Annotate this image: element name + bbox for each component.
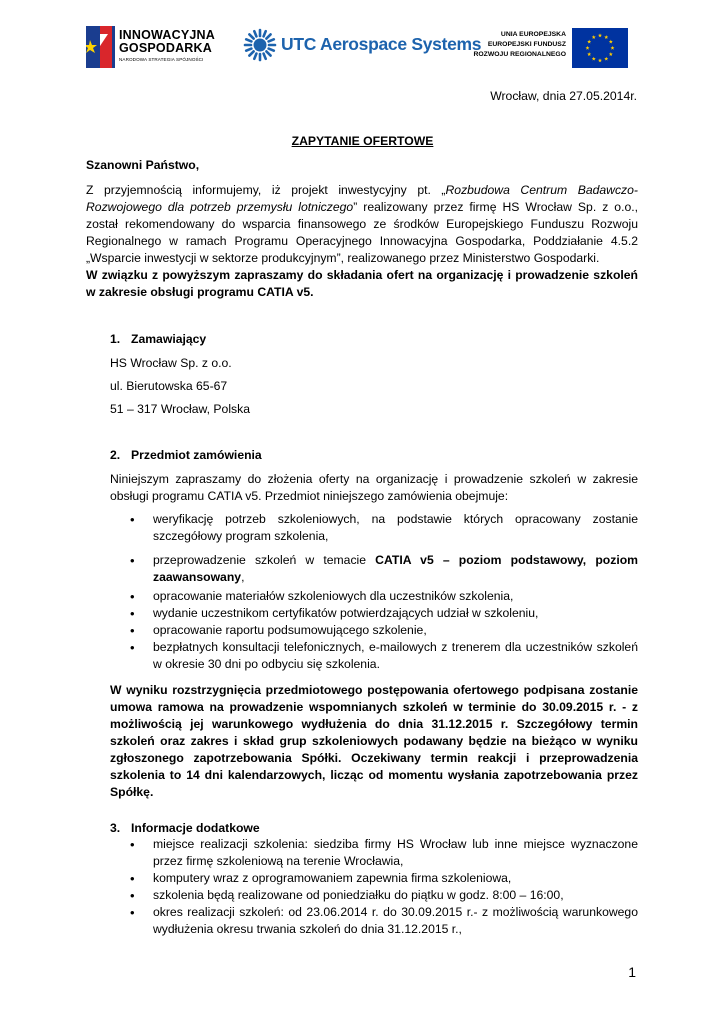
orderer-street: ul. Bierutowska 65-67 (110, 379, 228, 393)
intro-text-1: Z przyjemnością informujemy, iż projekt inwestycyjny pt. „ (86, 183, 446, 197)
eu-flag-icon (572, 28, 628, 68)
invitation-paragraph: W związku z powyższym zapraszamy do składania ofert na organizację i prowadzenie szkoleń w zakresie obsługi programu CATIA v5. (86, 268, 638, 299)
additional-info-list (130, 836, 638, 938)
document-date: Wrocław, dnia 27.05.2014r. (490, 89, 637, 103)
greeting: Szanowni Państwo, (86, 158, 200, 172)
section-2-number: 2. (110, 448, 121, 462)
utc-aerospace-logo (243, 28, 482, 62)
utc-sunburst-icon (243, 28, 277, 62)
innowacyjna-gospodarka-logo (86, 26, 246, 70)
document-title: ZAPYTANIE OFERTOWE (291, 134, 434, 148)
section-1-heading (110, 331, 206, 348)
list-item-text: , (241, 570, 245, 584)
list-item (130, 552, 638, 586)
section-2-title: Przedmiot zamówienia (131, 448, 262, 462)
section-2-intro: Niniejszym zapraszamy do złożenia oferty na organizację i prowadzenie szkoleń w zakresie obsługi programu CATIA v5. Przedmiot niniejszego zamówienia obejmuje: (110, 472, 638, 503)
section-3-number: 3. (110, 821, 121, 835)
list-item: • bezpłatnych konsultacji telefonicznych, e-mailowych z trenerem dla uczestników szkoleń w okresie 30 dni po odbyciu się szkolenia. (130, 639, 638, 673)
training-topic: CATIA v5 – poziom podstawowy, poziom zaawansowany (153, 553, 638, 584)
orderer-city: 51 – 317 Wrocław, Polska (110, 402, 251, 416)
eu-logo (468, 28, 628, 68)
ig-logo-line3: NARODOWA STRATEGIA SPÓJNOŚCI (119, 57, 204, 62)
eu-logo-line2: EUROPEJSKI FUNDUSZ (487, 41, 566, 48)
intro-paragraph (86, 182, 638, 267)
section-1-title: Zamawiający (131, 332, 207, 346)
framework-agreement-paragraph: W wyniku rozstrzygnięcia przedmiotowego postępowania ofertowego podpisana zostanie umowa ramowa na prowadzenie wspomnianych szkoleń w terminie do 30.09.2015 r. - z możliwością jej warunkowego wydłużenia do dnia 31.12.2015 r. Szczegółowy termin szkoleń oraz zakres i skład grup szkoleniowych podawany będzie na bieżąco w wyniku zgłoszonego zapotrzebowania Spółki. Oczekiwany termin reakcji i przeprowadzenia szkolenia to 14 dni kalendarzowych, licząc od momentu wysłania zapotrzebowania przez Spółkę. (110, 683, 638, 799)
section-2-heading (110, 447, 262, 464)
list-item: • szkolenia będą realizowane od poniedziałku do piątku w godz. 8:00 – 16:00, (130, 887, 638, 904)
list-item: • okres realizacji szkoleń: od 23.06.2014 r. do 30.09.2015 r.- z możliwością warunkowego wydłużenia okresu trwania szkoleń do dnia 31.12.2015 r., (130, 904, 638, 938)
list-item: • komputery wraz z oprogramowaniem zapewnia firma szkoleniowa, (130, 870, 638, 887)
section-3-heading (110, 820, 260, 837)
list-item: • wydanie uczestnikom certyfikatów potwierdzających udział w szkoleniu, (130, 605, 638, 622)
list-item-text: przeprowadzenie szkoleń w temacie (153, 553, 376, 567)
eu-logo-line1: UNIA EUROPEJSKA (500, 31, 566, 38)
section-1-number: 1. (110, 332, 121, 346)
list-item: • opracowanie materiałów szkoleniowych dla uczestników szkolenia, (130, 588, 638, 605)
eu-logo-line3: ROZWOJU REGIONALNEGO (473, 51, 566, 58)
ig-emblem-icon (86, 26, 116, 68)
ig-logo-line1: INNOWACYJNA (119, 28, 215, 42)
orderer-name: HS Wrocław Sp. z o.o. (110, 356, 232, 370)
list-item: • miejsce realizacji szkolenia: siedziba firmy HS Wrocław lub inne miejsce wyznaczone przez firmę szkoleniową na terenie Wrocławia, (130, 836, 638, 870)
section-3-title: Informacje dodatkowe (131, 821, 260, 835)
scope-list (130, 511, 638, 673)
page-number: 1 (628, 964, 636, 980)
ig-logo-line2: GOSPODARKA (119, 41, 212, 55)
list-item: • opracowanie raportu podsumowującego szkolenie, (130, 622, 638, 639)
utc-logo-text: UTC Aerospace Systems (281, 34, 482, 54)
list-item: • weryfikację potrzeb szkoleniowych, na podstawie których opracowany zostanie szczegółowy program szkolenia, (130, 511, 638, 545)
eu-logo-text (473, 30, 566, 60)
project-name: Rozbudowa Centrum Badawczo-Rozwojowego dla potrzeb przemysłu lotniczego (86, 183, 638, 214)
intro-text-2: ” realizowany przez firmę HS Wrocław Sp. z o.o., został rekomendowany do wsparcia finansowego ze środków Europejskiego Funduszu Rozwoju Regionalnego w ramach Programu Operacyjnego Innowacyjna Gospodarka, Poddziałanie 4.5.2 „Wsparcie inwestycji w sektorze produkcyjnym”, realizowanego przez Ministerstwo Gospodarki. (86, 200, 639, 265)
